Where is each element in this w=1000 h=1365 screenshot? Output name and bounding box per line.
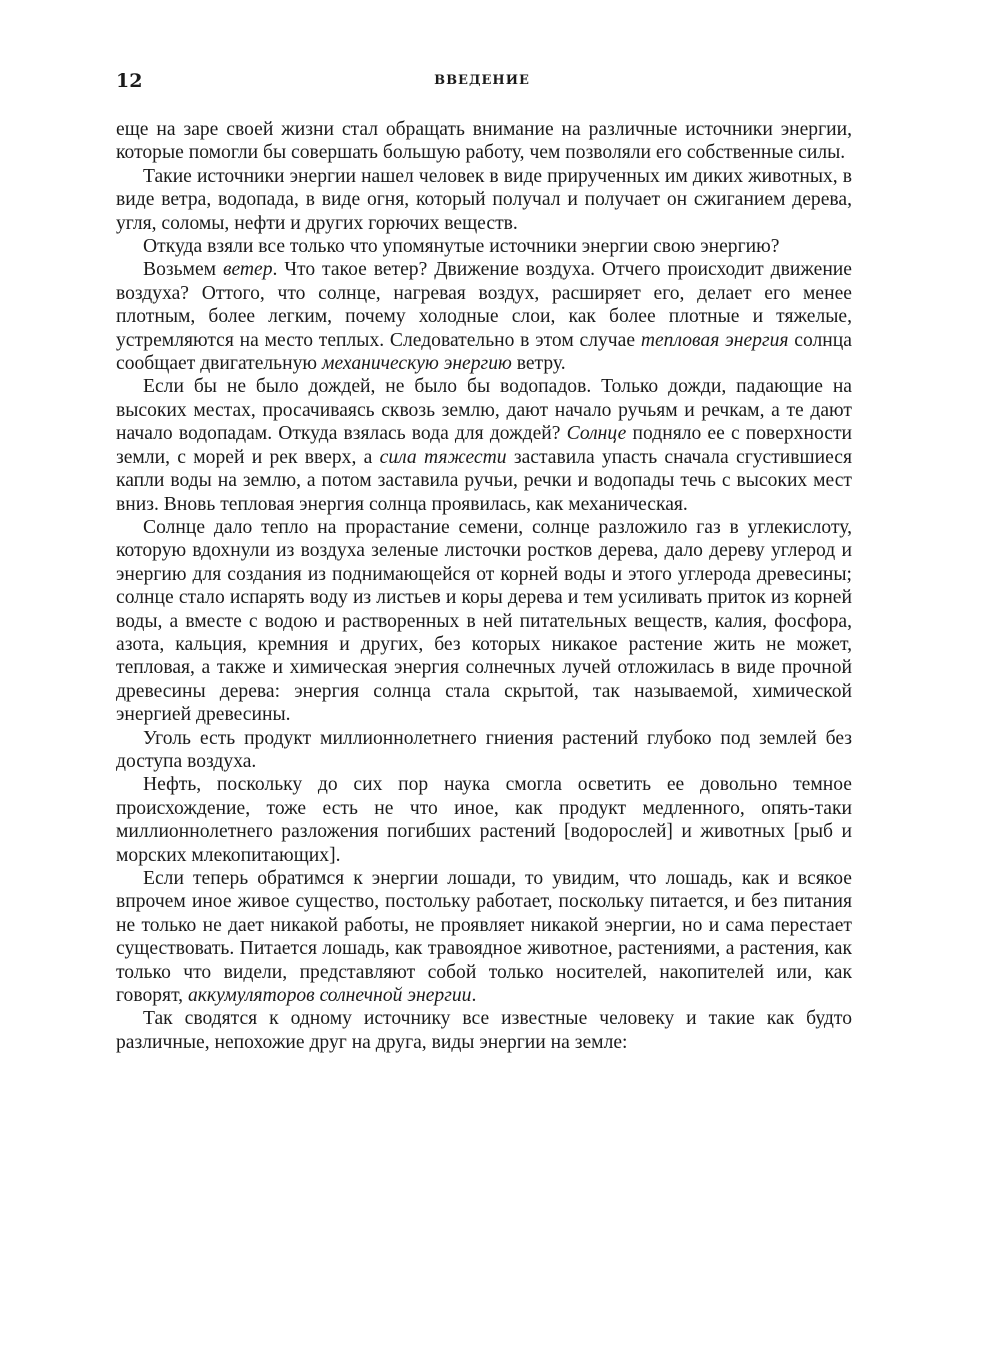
italic-term: ветер xyxy=(222,259,273,281)
italic-term: Солнце xyxy=(566,423,627,445)
paragraph xyxy=(116,375,852,515)
paragraph xyxy=(116,1007,852,1054)
text-run: ветру. xyxy=(511,353,566,375)
text-run: подняло ее с поверхности земли, с морей и рек вверх, а xyxy=(116,423,852,468)
paragraph xyxy=(116,118,852,165)
italic-term: аккумуляторов солнечной энергии xyxy=(187,985,472,1007)
italic-term: тепловая энергия xyxy=(640,329,789,351)
italic-term: механическую энергию xyxy=(321,353,512,375)
text-run: Нефть, поскольку до сих пор наука смогла осветить ее довольно темное происхождение, тоже есть не что иное, как продукт медленного, опять-таки миллионнолетнего разложения погибших растений [водорослей] и животных [рыб и морских млекопитающих]. xyxy=(116,774,852,866)
paragraph xyxy=(116,235,852,258)
text-run: Откуда взяли все только что упомянутые источники энергии свою энергию? xyxy=(143,236,780,258)
page-header xyxy=(112,70,852,100)
italic-term: сила тяжести xyxy=(379,446,507,468)
text-run: Солнце дало тепло на прорастание семени, солнце разложило газ в углекислоту, которую вдохнули из воздуха зеленые листочки ростков дерева, дало дереву углерод и энергию для создания из поднимающейся от корней воды и этого углерода древесины; солнце стало испарять воду из листьев и коры дерева и тем усиливать приток из корней воды, а вместе с водою и растворенных в ней питательных веществ, калия, фосфора, азота, кальция, кремния и других, без которых никакое растение жить не может, тепловая, а также и химическая энергия солнечных лучей отложилась в виде прочной древесины дерева: энергия солнца стала скрытой, так называемой, химической энергией древесины. xyxy=(116,516,852,726)
text-run: солнца сообщает двигательную xyxy=(116,329,852,375)
text-run: Если теперь обратимся к энергии лошади, то увидим, что лошадь, как и всякое впрочем иное живое существо, постольку работает, поскольку питается, и без питания не только не дает никакой работы, не проявляет никакой энергии, но и сама перестает существовать. Питается лошадь, как травоядное животное, растениями, а растения, как только что видели, представляют собой только носителей, накопителей или, как говорят, xyxy=(116,868,852,1007)
body-text xyxy=(112,118,852,1054)
paragraph xyxy=(116,867,852,1007)
text-run: Если бы не было дождей, не было бы водопадов. Только дожди, падающие на высоких местах, просачиваясь сквозь землю, дают начало ручьям и речкам, а те дают начало водопадам. Откуда взялась вода для дождей? xyxy=(116,376,852,445)
paragraph xyxy=(116,165,852,235)
text-run: заставила упасть сначала сгустившиеся капли воды на землю, а потом заставила ручьи, речки и водопады течь с высоких мест вниз. Вновь тепловая энергия солнца проявилась, как механическая. xyxy=(116,446,852,515)
running-head: ВВЕДЕНИЕ xyxy=(434,73,530,88)
text-run: еще на заре своей жизни стал обращать внимание на различные источники энергии, которые помогли бы совершать большую работу, чем позволяли его собственные силы. xyxy=(116,119,852,164)
paragraph xyxy=(116,773,852,867)
paragraph xyxy=(116,258,852,375)
text-run: Возьмем xyxy=(143,259,223,281)
page-number: 12 xyxy=(116,70,143,92)
text-run: Такие источники энергии нашел человек в виде прирученных им диких животных, в виде ветра, водопада, в виде огня, который получал и получает он сжиганием дерева, угля, соломы, нефти и других горючих веществ. xyxy=(116,165,852,234)
text-run: Так сводятся к одному источнику все известные человеку и такие как будто различные, непохожие друг на друга, виды энергии на земле: xyxy=(116,1008,852,1053)
text-run: . xyxy=(471,985,477,1007)
paragraph xyxy=(116,727,852,774)
text-run: Уголь есть продукт миллионнолетнего гниения растений глубоко под землей без доступа воздуха. xyxy=(116,727,852,772)
text-run: . Что такое ветер? Движение воздуха. Отчего происходит движение воздуха? Оттого, что солнце, нагревая воздух, расширяет его, делает его менее плотным, более легким, почему холодные слои, как более плотные и тяжелые, устремляются на место теплых. Следовательно в этом случае xyxy=(116,259,852,351)
book-page xyxy=(112,70,852,1054)
paragraph xyxy=(116,516,852,727)
